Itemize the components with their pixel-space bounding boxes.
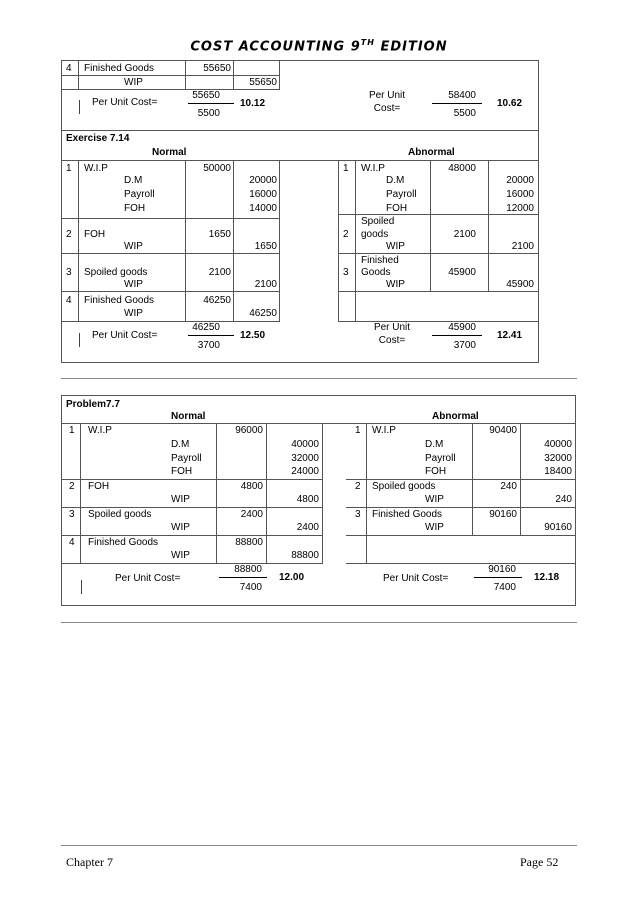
entry-number: 4 (69, 537, 75, 548)
account-name: Finished Goods (84, 295, 155, 306)
entry-number: 4 (66, 295, 72, 306)
account-name: WIP (386, 279, 405, 290)
per-unit-cost-label: Per Unit Cost= (115, 573, 181, 584)
per-unit-cost-label: Cost= (373, 103, 401, 114)
fraction-denominator: 5500 (453, 108, 476, 119)
fraction-numerator: 88800 (234, 564, 262, 575)
account-name: W.I.P (88, 425, 112, 436)
entry-number: 3 (343, 267, 349, 278)
account-name: WIP (425, 522, 444, 533)
account-name: WIP (171, 550, 190, 561)
debit-amount: 2100 (453, 229, 476, 240)
account-name: WIP (171, 494, 190, 505)
section-divider (61, 622, 577, 623)
credit-amount: 1650 (254, 241, 277, 252)
credit-amount: 46250 (249, 308, 277, 319)
credit-amount: 2400 (296, 522, 319, 533)
credit-amount: 88800 (291, 550, 319, 561)
debit-amount: 90160 (489, 509, 517, 520)
entry-number: 2 (66, 229, 72, 240)
credit-amount: 16000 (506, 189, 534, 200)
debit-amount: 4800 (240, 481, 263, 492)
credit-amount: 2100 (254, 279, 277, 290)
account-name: FOH (171, 466, 193, 477)
fraction-denominator: 3700 (453, 340, 476, 351)
debit-amount: 55650 (203, 63, 231, 74)
fraction-numerator: 58400 (448, 90, 476, 101)
credit-amount: 45900 (506, 279, 534, 290)
per-unit-cost-label: Cost= (378, 335, 406, 346)
credit-amount: 14000 (249, 203, 277, 214)
per-unit-cost-label: Per Unit Cost= (92, 330, 158, 341)
account-name: WIP (124, 241, 143, 252)
per-unit-cost-result: 12.41 (497, 330, 523, 341)
account-name: WIP (386, 241, 405, 252)
fraction-numerator: 46250 (192, 322, 220, 333)
fraction-denominator: 7400 (239, 582, 262, 593)
credit-amount: 40000 (544, 439, 572, 450)
account-name: WIP (425, 494, 444, 505)
account-name: FOH (88, 481, 110, 492)
entry-number: 3 (66, 267, 72, 278)
credit-amount: 240 (555, 494, 572, 505)
per-unit-cost-result: 10.12 (240, 98, 266, 109)
per-unit-cost-label: Per Unit Cost= (383, 573, 449, 584)
credit-amount: 55650 (249, 77, 277, 88)
debit-amount: 90400 (489, 425, 517, 436)
credit-amount: 12000 (506, 203, 534, 214)
account-name: Goods (361, 267, 391, 278)
per-unit-cost-result: 12.18 (534, 572, 560, 583)
per-unit-cost-result: 12.00 (279, 572, 305, 583)
account-name: WIP (171, 522, 190, 533)
credit-amount: 20000 (506, 175, 534, 186)
account-name: WIP (124, 77, 143, 88)
account-name: FOH (386, 203, 408, 214)
account-name: Spoiled (361, 216, 395, 227)
section-title: Exercise 7.14 (66, 133, 130, 144)
entry-number: 1 (343, 163, 349, 174)
footer-page-number: Page 52 (520, 855, 559, 869)
entry-number: 2 (69, 481, 75, 492)
account-name: D.M (425, 439, 444, 450)
debit-amount: 2100 (208, 267, 231, 278)
credit-amount: 24000 (291, 466, 319, 477)
account-name: Payroll (386, 189, 417, 200)
account-name: Spoiled goods (88, 509, 152, 520)
debit-amount: 48000 (448, 163, 476, 174)
debit-amount: 45900 (448, 267, 476, 278)
account-name: FOH (124, 203, 146, 214)
entry-number: 3 (355, 509, 361, 520)
credit-amount: 90160 (544, 522, 572, 533)
credit-amount: 32000 (544, 453, 572, 464)
abnormal-heading: Abnormal (408, 147, 455, 158)
per-unit-cost-label: Per Unit (373, 322, 411, 333)
debit-amount: 240 (500, 481, 517, 492)
account-name: FOH (425, 466, 447, 477)
page-header-title: COST ACCOUNTING 9TH EDITION (190, 38, 448, 55)
entry-number: 1 (66, 163, 72, 174)
account-name: WIP (124, 308, 143, 319)
account-name: Spoiled goods (372, 481, 436, 492)
account-name: W.I.P (361, 163, 385, 174)
account-name: Spoiled goods (84, 267, 148, 278)
debit-amount: 96000 (235, 425, 263, 436)
per-unit-cost-label: Per Unit (368, 90, 406, 101)
account-name: WIP (124, 279, 143, 290)
account-name: D.M (124, 175, 143, 186)
account-name: Payroll (425, 453, 456, 464)
credit-amount: 2100 (511, 241, 534, 252)
abnormal-heading: Abnormal (432, 411, 479, 422)
fraction-denominator: 5500 (197, 108, 220, 119)
normal-heading: Normal (152, 147, 187, 158)
account-name: Payroll (124, 189, 155, 200)
account-name: Payroll (171, 453, 202, 464)
credit-amount: 18400 (544, 466, 572, 477)
fraction-numerator: 55650 (192, 90, 220, 101)
account-name: FOH (84, 229, 106, 240)
per-unit-cost-label: Per Unit Cost= (92, 97, 158, 108)
debit-amount: 50000 (203, 163, 231, 174)
credit-amount: 20000 (249, 175, 277, 186)
debit-amount: 88800 (235, 537, 263, 548)
fraction-numerator: 90160 (488, 564, 516, 575)
footer-chapter: Chapter 7 (66, 855, 113, 869)
credit-amount: 4800 (296, 494, 319, 505)
account-name: D.M (386, 175, 405, 186)
fraction-numerator: 45900 (448, 322, 476, 333)
fraction-denominator: 3700 (197, 340, 220, 351)
section-title: Problem7.7 (66, 399, 120, 410)
account-name: W.I.P (372, 425, 396, 436)
normal-heading: Normal (171, 411, 206, 422)
credit-amount: 16000 (249, 189, 277, 200)
section-divider (61, 378, 577, 379)
debit-amount: 2400 (240, 509, 263, 520)
account-name: Finished Goods (84, 63, 155, 74)
credit-amount: 40000 (291, 439, 319, 450)
account-name: D.M (171, 439, 190, 450)
entry-number: 1 (355, 425, 361, 436)
entry-number: 2 (355, 481, 361, 492)
entry-number: 1 (69, 425, 75, 436)
per-unit-cost-result: 12.50 (240, 330, 266, 341)
debit-amount: 46250 (203, 295, 231, 306)
entry-number: 2 (343, 229, 349, 240)
entry-number: 3 (69, 509, 75, 520)
debit-amount: 1650 (208, 229, 231, 240)
credit-amount: 32000 (291, 453, 319, 464)
account-name: Finished (361, 255, 399, 266)
account-name: W.I.P (84, 163, 108, 174)
account-name: goods (361, 229, 389, 240)
account-name: Finished Goods (88, 537, 159, 548)
account-name: Finished Goods (372, 509, 443, 520)
per-unit-cost-result: 10.62 (497, 98, 523, 109)
entry-number: 4 (66, 63, 72, 74)
footer-divider (61, 845, 577, 846)
fraction-denominator: 7400 (493, 582, 516, 593)
